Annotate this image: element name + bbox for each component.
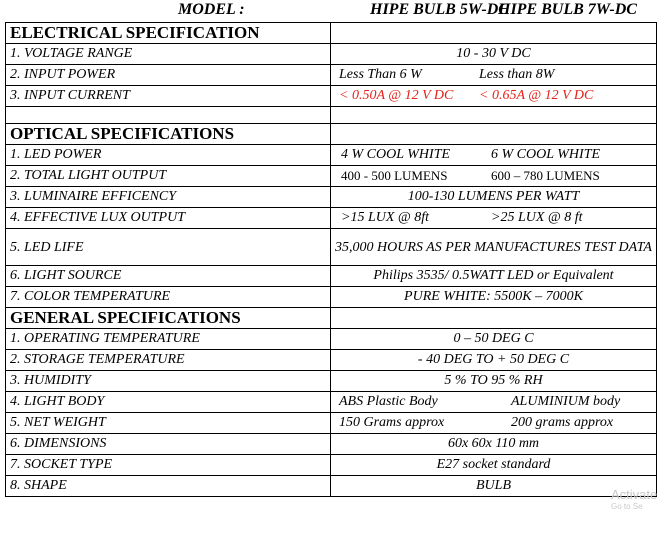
header-row xyxy=(0,0,658,21)
blank-row xyxy=(6,107,657,124)
row-value-pair xyxy=(331,145,657,166)
row-label: 1. OPERATING TEMPERATURE xyxy=(6,329,331,350)
row-label: 2. TOTAL LIGHT OUTPUT xyxy=(6,166,331,187)
table-row xyxy=(6,413,657,434)
model-label: MODEL : xyxy=(178,1,245,18)
table-row xyxy=(6,476,657,497)
table-row xyxy=(6,266,657,287)
model-7w-heading: HIPE BULB 7W-DC xyxy=(498,1,637,18)
row-label: 5. NET WEIGHT xyxy=(6,413,331,434)
row-label: 7. SOCKET TYPE xyxy=(6,455,331,476)
row-value-pair xyxy=(331,413,657,434)
table-row xyxy=(6,187,657,208)
row-label: 8. SHAPE xyxy=(6,476,331,497)
table-row xyxy=(6,371,657,392)
spec-table xyxy=(5,22,657,497)
section-optical xyxy=(6,124,657,145)
row-value: 100-130 LUMENS PER WATT xyxy=(331,187,657,208)
table-row xyxy=(6,44,657,65)
row-value-pair xyxy=(331,65,657,86)
row-value: PURE WHITE: 5500K – 7000K xyxy=(331,287,657,308)
row-label: 3. INPUT CURRENT xyxy=(6,86,331,107)
row-value: E27 socket standard xyxy=(331,455,657,476)
row-label: 6. LIGHT SOURCE xyxy=(6,266,331,287)
section-title: GENERAL SPECIFICATIONS xyxy=(6,308,331,329)
value-7w: 6 W COOL WHITE xyxy=(491,147,601,162)
row-label: 7. COLOR TEMPERATURE xyxy=(6,287,331,308)
table-row xyxy=(6,392,657,413)
table-row xyxy=(6,208,657,229)
value-5w: 4 W COOL WHITE xyxy=(341,147,451,162)
row-value: - 40 DEG TO + 50 DEG C xyxy=(331,350,657,371)
value-5w: 150 Grams approx xyxy=(339,415,445,430)
row-label: 1. LED POWER xyxy=(6,145,331,166)
row-value: 5 % TO 95 % RH xyxy=(331,371,657,392)
value-5w: Less Than 6 W xyxy=(339,67,422,82)
table-row xyxy=(6,329,657,350)
section-title: ELECTRICAL SPECIFICATION xyxy=(6,23,331,44)
row-value: BULB xyxy=(331,476,657,497)
row-label: 4. LIGHT BODY xyxy=(6,392,331,413)
section-electrical xyxy=(6,23,657,44)
value-7w: ALUMINIUM body xyxy=(511,394,621,409)
row-label: 2. INPUT POWER xyxy=(6,65,331,86)
table-row xyxy=(6,145,657,166)
row-label: 4. EFFECTIVE LUX OUTPUT xyxy=(6,208,331,229)
table-row xyxy=(6,65,657,86)
row-value: 0 – 50 DEG C xyxy=(331,329,657,350)
row-value-pair xyxy=(331,86,657,107)
row-label: 1. VOLTAGE RANGE xyxy=(6,44,331,65)
table-row xyxy=(6,350,657,371)
value-5w: < 0.50A @ 12 V DC xyxy=(339,88,454,103)
row-label: 5. LED LIFE xyxy=(6,229,331,266)
value-7w: 600 – 780 LUMENS xyxy=(491,168,600,183)
row-value-pair xyxy=(331,166,657,187)
row-label: 3. LUMINAIRE EFFICENCY xyxy=(6,187,331,208)
value-7w: >25 LUX @ 8 ft xyxy=(491,210,583,225)
section-title: OPTICAL SPECIFICATIONS xyxy=(6,124,331,145)
activation-watermark xyxy=(611,487,658,511)
row-label: 3. HUMIDITY xyxy=(6,371,331,392)
row-value: 60x 60x 110 mm xyxy=(331,434,657,455)
value-5w: 400 - 500 LUMENS xyxy=(341,168,448,183)
row-value: 35,000 HOURS AS PER MANUFACTURES TEST DATA xyxy=(331,229,657,266)
section-general xyxy=(6,308,657,329)
row-value-pair xyxy=(331,392,657,413)
table-row xyxy=(6,166,657,187)
row-label: 6. DIMENSIONS xyxy=(6,434,331,455)
table-row xyxy=(6,455,657,476)
value-5w: ABS Plastic Body xyxy=(339,394,438,409)
value-7w: < 0.65A @ 12 V DC xyxy=(479,88,594,103)
value-7w: 200 grams approx xyxy=(511,415,614,430)
table-row xyxy=(6,86,657,107)
row-label: 2. STORAGE TEMPERATURE xyxy=(6,350,331,371)
row-value: Philips 3535/ 0.5WATT LED or Equivalent xyxy=(331,266,657,287)
table-row xyxy=(6,434,657,455)
value-7w: Less than 8W xyxy=(479,67,555,82)
table-row xyxy=(6,229,657,266)
watermark-text: Activate xyxy=(611,487,658,502)
model-5w-heading: HIPE BULB 5W-DC xyxy=(370,1,509,18)
value-5w: >15 LUX @ 8ft xyxy=(341,210,430,225)
row-value: 10 - 30 V DC xyxy=(331,44,657,65)
row-value-pair xyxy=(331,208,657,229)
table-row xyxy=(6,287,657,308)
watermark-subtext: Go to Se xyxy=(611,502,643,511)
